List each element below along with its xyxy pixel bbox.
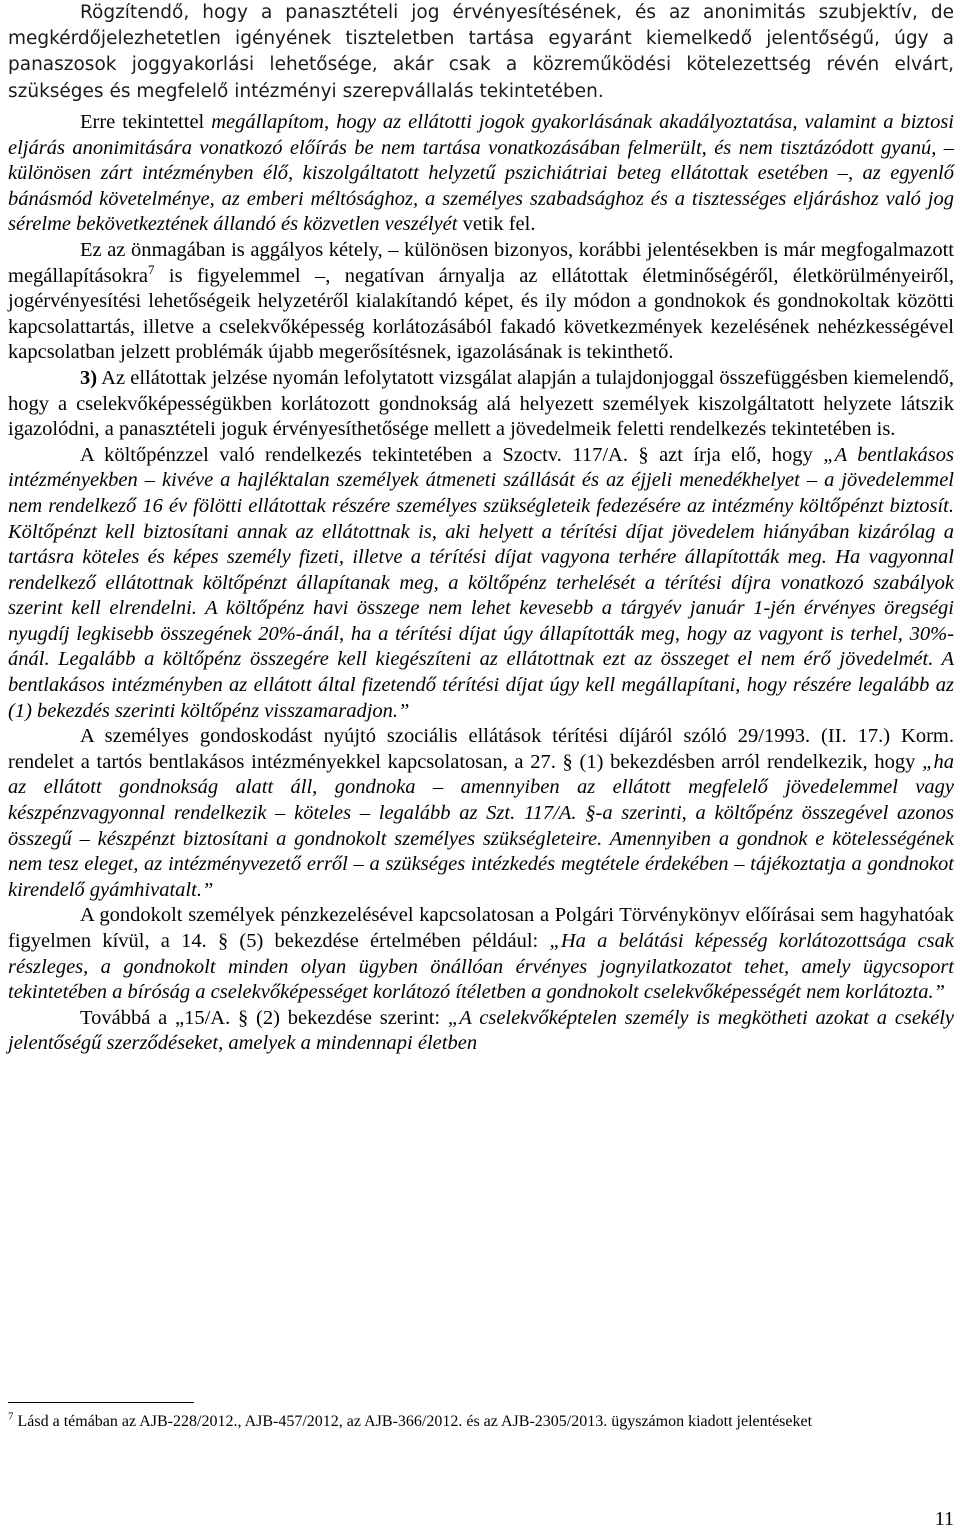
footnote-text: Lásd a témában az AJB-228/2012., AJB-457/2012, az AJB-366/2012. és az AJB-2305/2013. ügyszámon kiadott jelentéseket (13, 1413, 813, 1430)
paragraph-1-block (8, 0, 954, 105)
footnote (8, 1410, 954, 1433)
paragraph-1: Rögzítendő, hogy a panasztételi jog érvényesítésének, és az anonimitás szubjektív, de megkérdőjelezhetetlen igényének tiszteletben tartása egyaránt kiemelkedő jelentőségű, úgy a panaszosok joggyakorlási lehetősége, akár csak a közreműködési kötelezettség révén elvárt, szükséges és megfelelő intézményi szerepvállalás tekintetében. (8, 2, 954, 102)
paragraph-6 (8, 724, 954, 903)
paragraph-3-text-b: is figyelemmel –, negatívan árnyalja az ellátottak életminőségéről, életkörülményeiről, jogérvényesítési lehetőségeik helyzetéről kialakítandó képet, és ily módon a gondnokok és gondnokoltak közötti kapcsolattartás, illetve a cselekvőképesség korlátozásából fakadó következmények kezelésének nehézkességével kapcsolatban jelzett problémák újabb megerősítésnek, igazolásának is tekinthető. (8, 264, 954, 364)
paragraph-2 (8, 110, 954, 238)
footnote-reference: 7 (148, 261, 155, 277)
page-number: 11 (934, 1508, 954, 1530)
footnote-separator (8, 1402, 194, 1403)
paragraph-2-tail: vetik fel. (457, 213, 536, 236)
document-page (8, 0, 954, 1530)
paragraph-6-lead: A személyes gondoskodást nyújtó szociális ellátások térítési díjáról szóló 29/1993. (II. 17.) Korm. rendelet a tartós bentlakásos intézményekkel kapcsolatosan, a 27. § (1) bekezdésben arról rendelkezik, hogy (8, 725, 954, 773)
paragraph-3-text-a: Ez az önmagában is aggályos kétely, – különösen bizonyos, korábbi jelentésekben is már megfogalmazott megállapításokra (8, 238, 954, 287)
body-text (8, 110, 954, 1057)
paragraph-5 (8, 443, 954, 725)
paragraph-5-quote: „A bentlakásos intézményekben – kivéve a hajléktalan személyek átmeneti szállását és az éjjeli menedékhelyet – a jövedelemmel nem rendelkező 16 év fölötti ellátottak részére személyes szükségleteik fedezésére az intézmény költőpénzt biztosít. Költőpénzt kell biztosítani annak az ellátottnak is, aki helyett a térítési díjat jövedelem hiányában kizárólag a tartásra köteles és képes személy fizeti, illetve a térítési díjat vagyona terhére állapították meg. Ha vagyonnal rendelkező ellátottnak költőpénzt állapítanak meg, a költőpénz terhelését a térítési díjra vonatkozó szabályok szerint kell elrendelni. A költőpénz havi összege nem lehet kevesebb a tárgyév január 1-jén érvényes öregségi nyugdíj legkisebb összegének 20%-ánál, ha a térítési díjat úgy állapították meg, hogy az vagyont is terhel, 30%-ánál. Legalább a költőpénz összegére kell kiegészíteni az ellátottnak ezt az összeget el nem érő jövedelmét. A bentlakásos intézményben az ellátott által fizetendő térítési díjat úgy kell megállapítani, hogy részére legalább az (1) bekezdés szerinti költőpénz visszamaradjon.” (8, 443, 954, 722)
paragraph-4-text: Az ellátottak jelzése nyomán lefolytatott vizsgálat alapján a tulajdonjoggal összefüggésben kiemelendő, hogy a cselekvőképességükben korlátozott gondnokság alá helyezett személyek kiszolgáltatott helyzete látszik igazolódni, a panasztételi joguk érvényesíthetősége mellett a jövedelmeik feletti rendelkezés tekintetében is. (8, 366, 954, 441)
paragraph-8 (8, 1006, 954, 1057)
paragraph-6-quote: „ha az ellátott gondnokság alatt áll, gondnoka – amennyiben az ellátott megfelelő jövedelemmel vagy készpénzvagyonnal rendelkezik – köteles – legalább az Szt. 117/A. §-a szerinti, a költőpénz összegével azonos összegű – készpénzt biztosítani a gondnokolt személyes szükségleteire. Amennyiben a gondnok e kötelességének nem tesz eleget, az intézményvezető erről – a szükséges intézkedés megtétele érdekében – tájékoztatja a gondnokot kirendelő gyámhivatalt.” (8, 750, 954, 901)
paragraph-7-quote: „Ha a belátási képesség korlátozottsága csak részleges, a gondnokolt minden olyan ügyben önállóan érvényes jognyilatkozatot tehet, amely ügycsoport tekintetében a bíróság a cselekvőképességet korlátozó ítéletben a gondnokolt cselekvőképességét nem korlátozta.” (8, 930, 954, 1004)
paragraph-2-finding: megállapítom, hogy az ellátotti jogok gyakorlásának akadályoztatása, valamint a biztosi eljárás anonimitására vonatkozó előírás be nem tartása vonatkozásában felmerült, és nem tisztázódott gyanú, – különösen zárt intézményben élő, kiszolgáltatott helyzetű pszichiátriai beteg ellátottak esetében –, az egyenlő bánásmód követelménye, az emberi méltósághoz, a személyes szabadsághoz és a tisztességes eljáráshoz való jog sérelme bekövetkeztének állandó és közvetlen veszélyét (8, 111, 954, 236)
paragraph-3 (8, 238, 954, 366)
paragraph-8-quote: „A cselekvőképtelen személy is megkötheti azokat a csekély jelentőségű szerződéseket, amelyek a mindennapi életben (8, 1006, 955, 1055)
paragraph-5-lead: A költőpénzzel való rendelkezés tekintetében a Szoctv. 117/A. § azt írja elő, hogy (80, 443, 824, 466)
footnote-number: 7 (8, 1410, 14, 1423)
paragraph-7-lead: A gondokolt személyek pénzkezelésével kapcsolatosan a Polgári Törvénykönyv előírásai sem hagyhatóak figyelmen kívül, a 14. § (5) bekezdése értelmében például: (8, 904, 954, 952)
paragraph-8-lead: Továbbá a „15/A. § (2) bekezdése szerint: (80, 1006, 448, 1029)
section-number: 3) (80, 366, 98, 389)
paragraph-4 (8, 366, 954, 443)
paragraph-2-lead: Erre tekintettel (80, 111, 212, 133)
paragraph-7 (8, 903, 954, 1005)
